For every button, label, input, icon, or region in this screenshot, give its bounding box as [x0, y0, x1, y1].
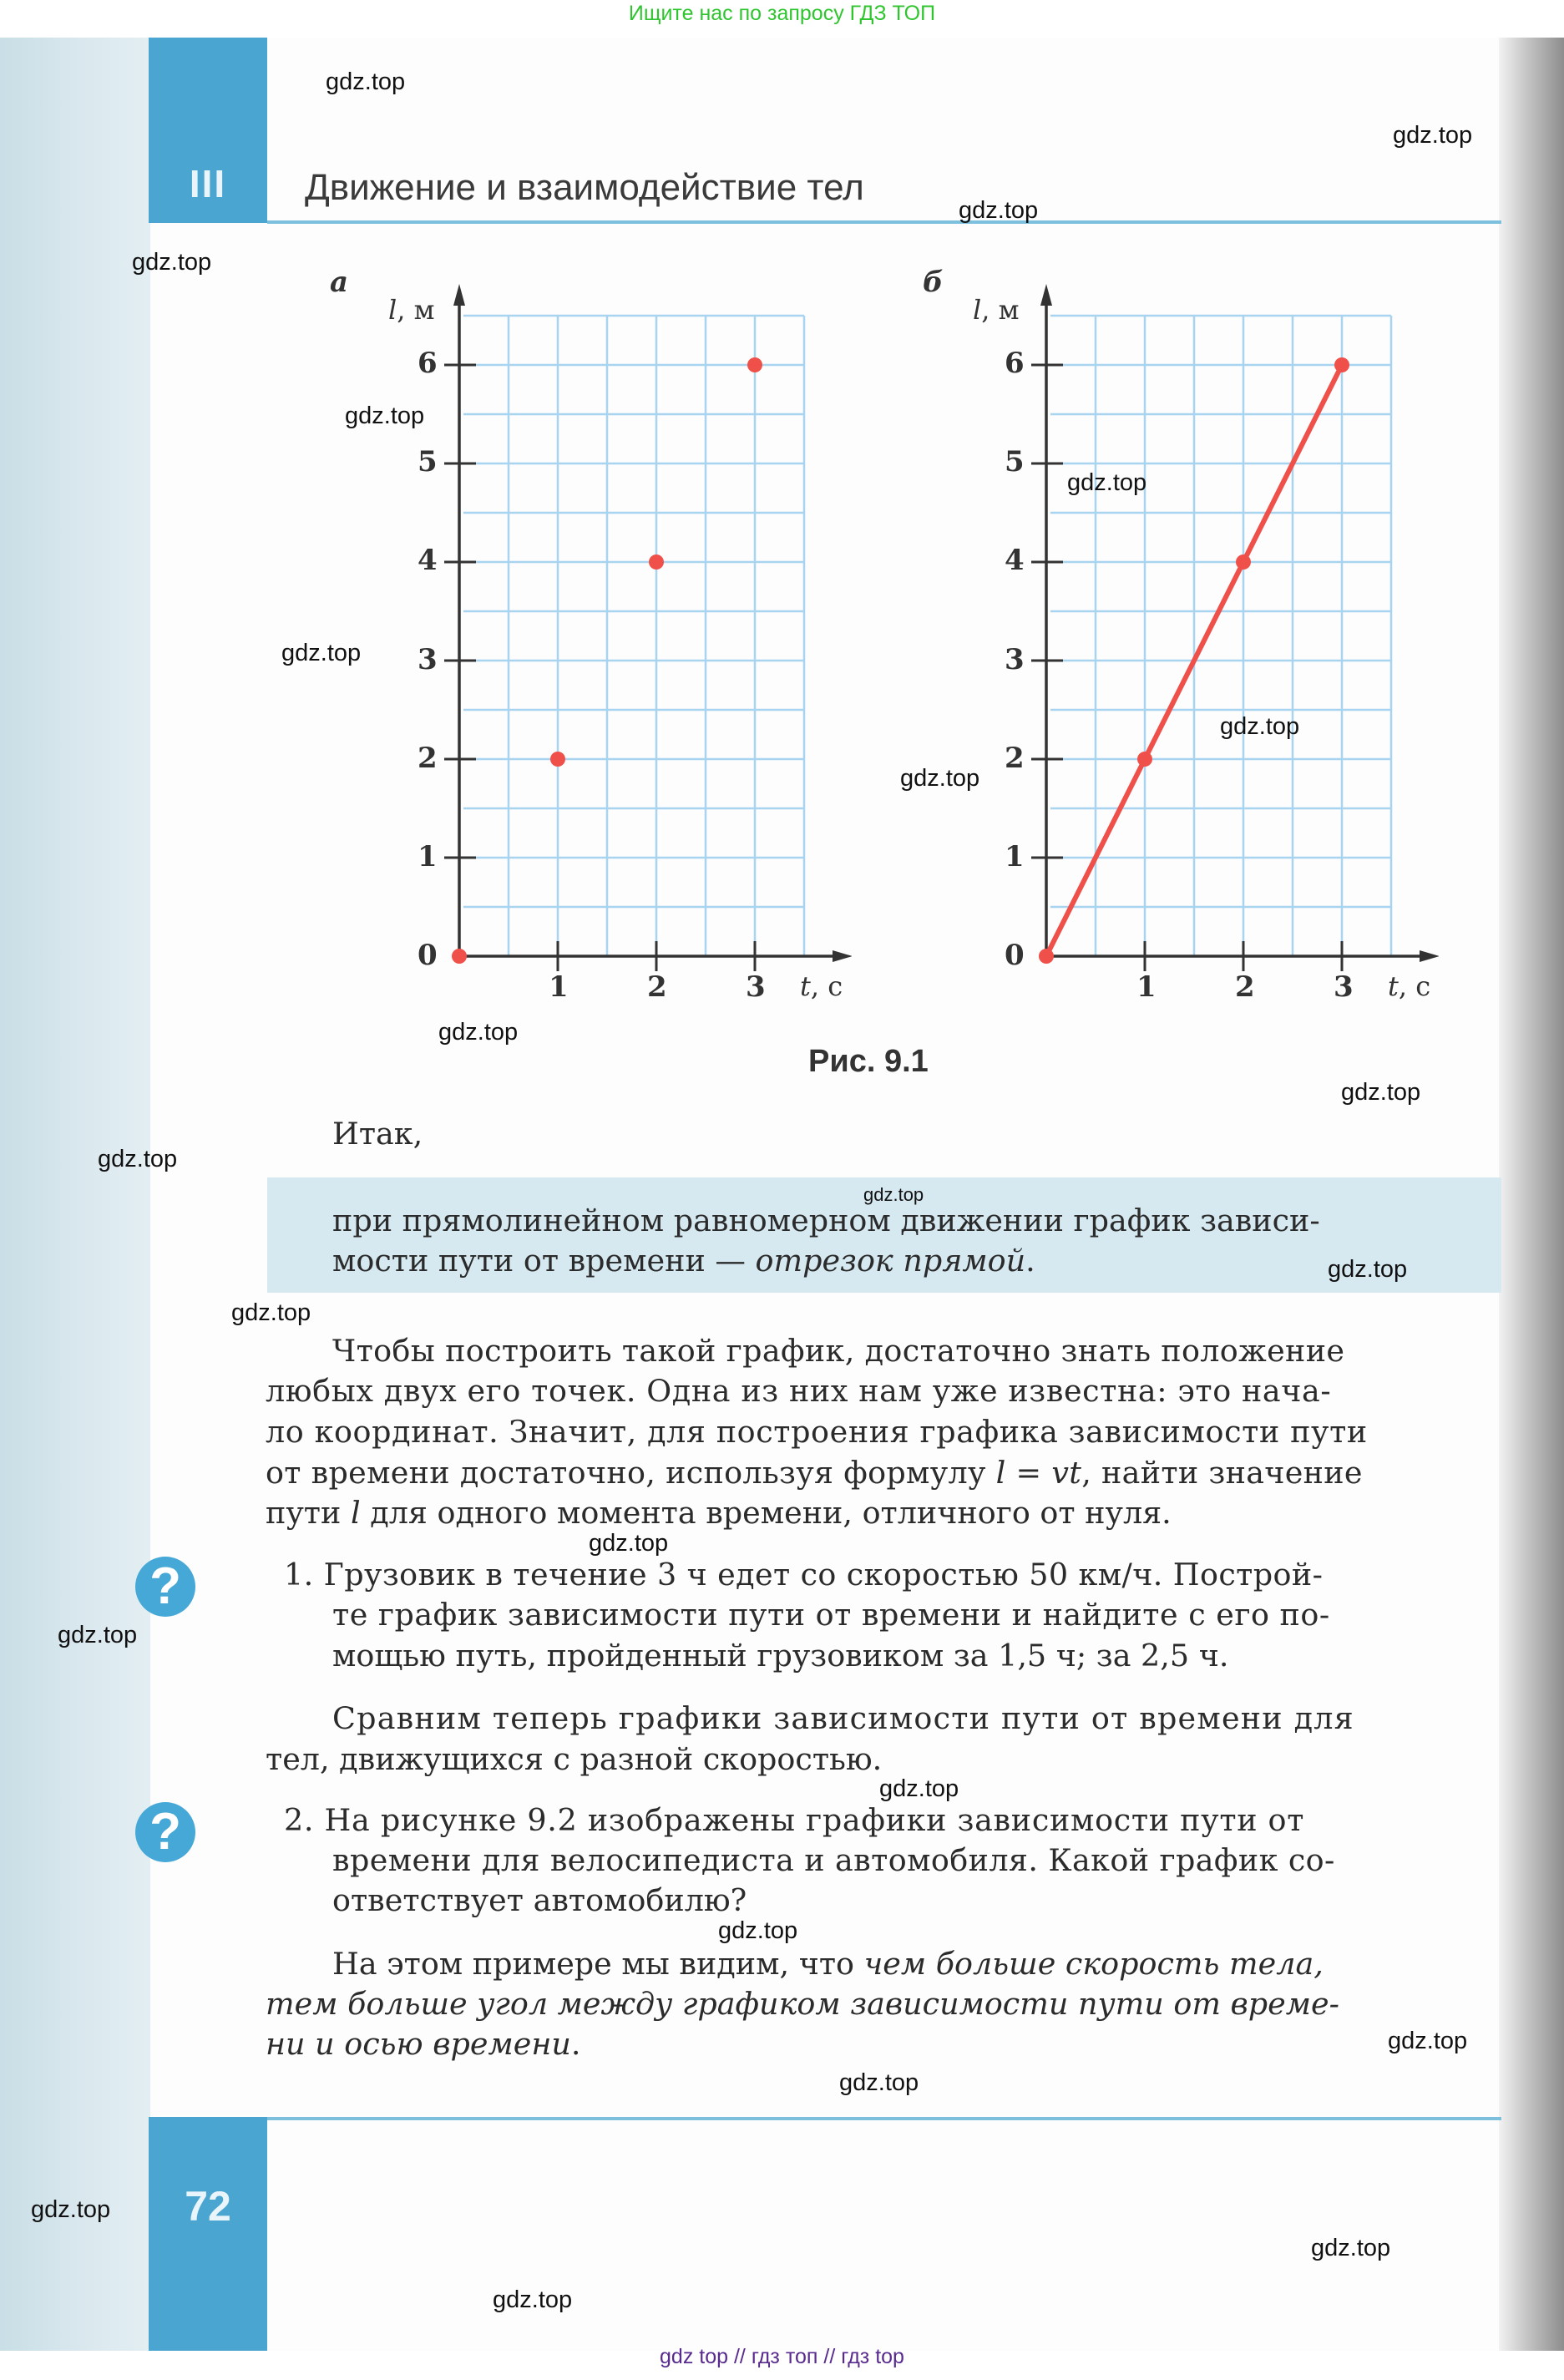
x-var: t: [800, 970, 811, 1002]
page-number-tab: [149, 2117, 267, 2351]
data-point: [452, 949, 467, 964]
chart-b-line: [1021, 284, 1439, 977]
chart-a-y-axis-title: [388, 294, 434, 326]
page-title: Движение и взаимодействие тел: [305, 167, 864, 208]
text-run: На этом примере мы видим, что: [332, 1946, 864, 1982]
emphasis: ни и осью времени: [266, 2026, 571, 2062]
data-point: [1039, 949, 1054, 964]
watermark: gdz.top: [1220, 713, 1300, 740]
rule-emphasis: отрезок прямой: [755, 1243, 1026, 1279]
watermark: gdz.top: [438, 1019, 519, 1046]
paragraph-3-line: [266, 1984, 1339, 2025]
watermark: gdz.top: [1328, 1256, 1408, 1283]
chart-b-y-tick: 0: [1005, 939, 1025, 972]
text-run: от времени достаточно, используя формулу: [266, 1455, 996, 1491]
question-2-line: 2. На рисунке 9.2 изображены графики зависимости пути от: [284, 1802, 1305, 1838]
chart-b-x-tick: 3: [1334, 970, 1354, 1004]
rule-line-2: [332, 1241, 1035, 1282]
paragraph-itak: Итак,: [332, 1116, 423, 1152]
chart-a-y-tick: 3: [418, 643, 438, 676]
paragraph-2-line: Сравним теперь графики зависимости пути от времени для: [332, 1700, 1354, 1736]
formula: l = vt: [995, 1455, 1082, 1491]
watermark: gdz.top: [493, 2286, 573, 2313]
chart-b-y-tick: 3: [1005, 643, 1025, 676]
paragraph-1-line: любых двух его точек. Одна из них нам уже известна: это нача-: [266, 1373, 1332, 1409]
x-unit: , с: [810, 970, 843, 1002]
chart-b-y-tick: 1: [1005, 840, 1025, 874]
emphasis: тем больше угол между графиком зависимости пути от време-: [266, 1986, 1339, 2022]
section-tab: [149, 38, 267, 223]
watermark: gdz.top: [31, 2196, 111, 2223]
question-2-line: времени для велосипедиста и автомобиля. Какой график со-: [332, 1842, 1335, 1878]
data-point: [1334, 357, 1349, 372]
chart-b-y-tick: 4: [1005, 544, 1025, 577]
watermark: gdz.top: [1341, 1079, 1421, 1106]
chart-b-y-axis-title: [973, 294, 1019, 326]
paragraph-1-line: ло координат. Значит, для построения графика зависимости пути: [266, 1414, 1368, 1450]
panel-b-label: б: [923, 266, 944, 299]
chart-b-y-tick: 5: [1005, 445, 1025, 479]
y-unit: , м: [981, 294, 1020, 326]
chart-a-x-tick: 1: [549, 970, 569, 1004]
x-unit: , с: [1398, 970, 1431, 1002]
page-number: 72: [185, 2183, 231, 2230]
chart-a-x-tick: 2: [647, 970, 667, 1004]
watermark: gdz.top: [98, 1146, 178, 1172]
rule-text: мости пути от времени —: [332, 1243, 756, 1279]
panel-a-label: а: [330, 266, 349, 299]
watermark: gdz.top: [345, 403, 425, 429]
chart-b-y-tick: 6: [1005, 347, 1025, 380]
data-point: [1236, 554, 1251, 570]
section-number: III: [189, 162, 227, 205]
question-icon: ?: [135, 1802, 195, 1862]
text-run: , найти значение: [1081, 1455, 1363, 1491]
figure-caption: Рис. 9.1: [808, 1044, 929, 1079]
watermark: gdz.top: [1067, 469, 1147, 496]
watermark: gdz.top: [58, 1622, 138, 1648]
chart-a-scatter: [434, 284, 852, 977]
paragraph-3-line: [266, 2024, 581, 2065]
question-icon: ?: [135, 1557, 195, 1617]
paragraph-1-line: [266, 1493, 1172, 1534]
watermark: gdz.top: [1393, 122, 1473, 149]
y-var: l: [388, 294, 397, 326]
data-point: [747, 357, 762, 372]
watermark: gdz.top: [326, 68, 406, 95]
data-point: [1137, 752, 1152, 767]
paragraph-3-line: [332, 1944, 1324, 1985]
variable: l: [350, 1495, 361, 1531]
question-2-line: ответствует автомобилю?: [332, 1882, 747, 1918]
footer-divider: [267, 2117, 1501, 2120]
chart-a-y-tick: 1: [418, 840, 438, 874]
data-point: [550, 752, 565, 767]
question-1-line: мощью путь, пройденный грузовиком за 1,5 ч; за 2,5 ч.: [332, 1638, 1229, 1674]
page-left-margin: [0, 38, 150, 2351]
rule-line-1: при прямолинейном равномерном движении график зависи-: [332, 1203, 1320, 1238]
emphasis: чем больше скорость тела,: [863, 1946, 1324, 1982]
watermark: gdz.top: [281, 640, 362, 666]
paragraph-1-line: Чтобы построить такой график, достаточно знать положение: [332, 1333, 1345, 1369]
text-run: пути: [266, 1495, 351, 1531]
watermark: gdz.top: [900, 765, 980, 792]
chart-a-y-tick: 4: [418, 544, 438, 577]
chart-a-x-tick: 3: [746, 970, 766, 1004]
paragraph-1-line: [266, 1453, 1363, 1494]
x-var: t: [1388, 970, 1399, 1002]
text-run: .: [570, 2026, 581, 2062]
question-1-line: 1. Грузовик в течение 3 ч едет со скоростью 50 км/ч. Построй-: [284, 1557, 1324, 1593]
watermark: gdz.top: [863, 1184, 924, 1205]
watermark: gdz.top: [1311, 2235, 1391, 2261]
chart-a-y-tick: 0: [418, 939, 438, 972]
bottom-banner[interactable]: gdz top // гдз топ // гдз top: [660, 2345, 904, 2368]
watermark: gdz.top: [718, 1917, 798, 1944]
chart-b-x-tick: 2: [1235, 970, 1255, 1004]
chart-b-y-tick: 2: [1005, 742, 1025, 775]
paragraph-2-line: тел, движущихся с разной скоростью.: [266, 1741, 883, 1777]
watermark: gdz.top: [839, 2069, 919, 2096]
watermark: gdz.top: [959, 197, 1039, 224]
watermark: gdz.top: [879, 1775, 959, 1802]
rule-period: .: [1025, 1243, 1035, 1279]
header-divider: [267, 220, 1501, 224]
chart-a-y-tick: 2: [418, 742, 438, 775]
data-point: [649, 554, 664, 570]
watermark: gdz.top: [132, 249, 212, 276]
y-unit: , м: [397, 294, 435, 326]
chart-a-y-tick: 6: [418, 347, 438, 380]
chart-b-x-tick: 1: [1136, 970, 1157, 1004]
question-1-line: те график зависимости пути от времени и найдите с его по-: [332, 1597, 1330, 1633]
top-banner[interactable]: Ищите нас по запросу ГДЗ ТОП: [628, 2, 936, 25]
text-run: для одного момента времени, отличного от нуля.: [360, 1495, 1172, 1531]
chart-a-y-tick: 5: [418, 445, 438, 479]
watermark: gdz.top: [1388, 2028, 1468, 2054]
watermark: gdz.top: [589, 1530, 669, 1557]
watermark: gdz.top: [231, 1299, 311, 1326]
y-var: l: [973, 294, 982, 326]
page-binding-shadow: [1499, 38, 1564, 2351]
